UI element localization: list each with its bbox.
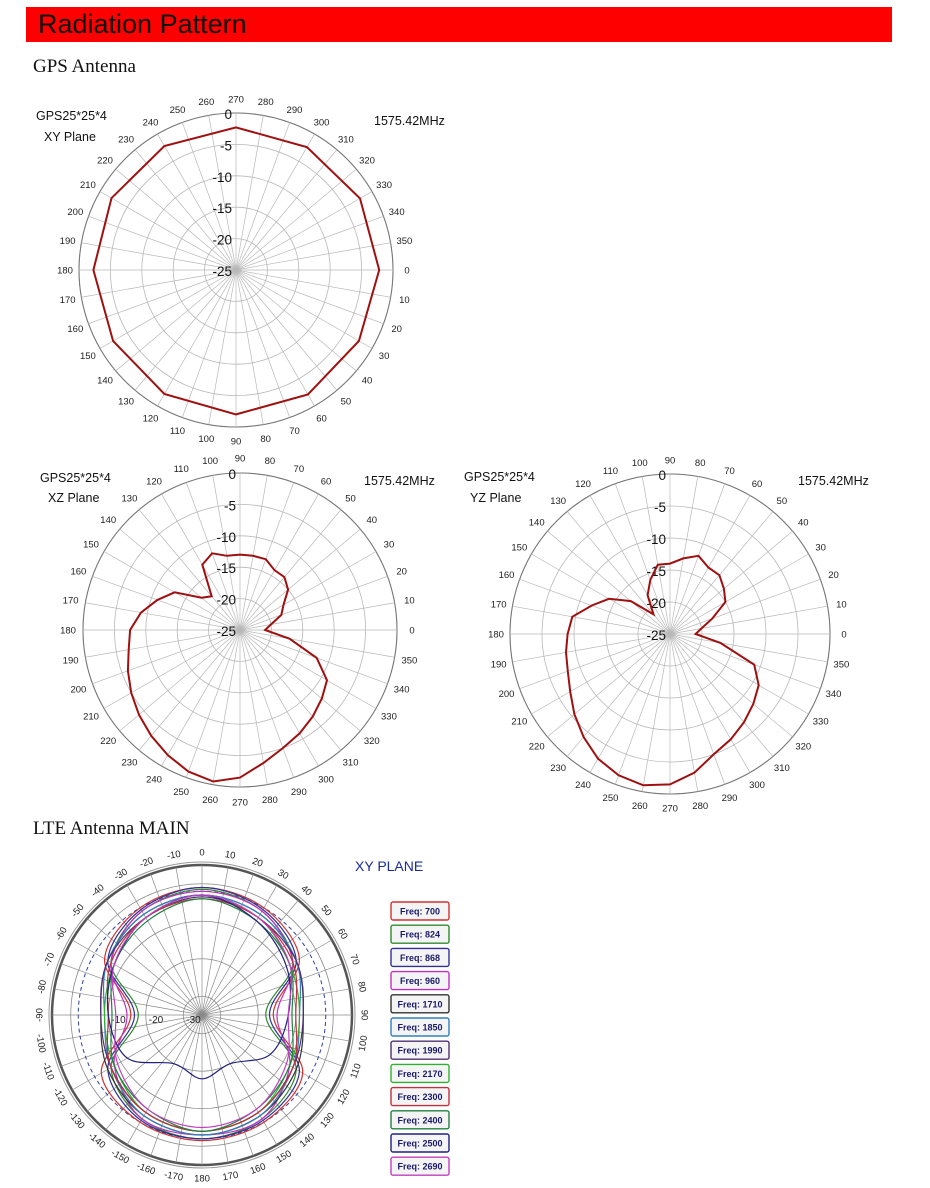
radial-tick-label: -20 (646, 596, 666, 611)
legend-item-label: Freq: 700 (399, 906, 441, 917)
angle-tick-label: 170 (490, 599, 507, 611)
angle-tick-label: 110 (348, 1062, 364, 1081)
chart-frequency-label: 1575.42MHz (364, 474, 435, 488)
angle-tick-label: 170 (59, 295, 76, 307)
angle-tick-label: 0 (404, 265, 410, 277)
angle-tick-label: 40 (366, 514, 378, 526)
angle-tick-label: -130 (66, 1109, 87, 1132)
angle-tick-label: 230 (118, 134, 135, 146)
radial-tick-label: -15 (216, 561, 236, 577)
angle-tick-label: 40 (798, 517, 809, 529)
chart-frequency-label: 1575.42MHz (798, 474, 869, 488)
angle-tick-label: 150 (79, 351, 96, 362)
angle-tick-label: 70 (724, 465, 735, 477)
radial-tick-label: -15 (646, 564, 666, 579)
lte-chart-title: XY PLANE (355, 858, 424, 874)
angle-tick-label: 140 (297, 1131, 318, 1150)
angle-tick-label: 260 (202, 794, 219, 806)
angle-tick-label: 120 (575, 478, 591, 490)
angle-tick-label: 220 (100, 736, 117, 748)
angle-tick-label: 20 (391, 323, 402, 335)
angle-tick-label: -10 (166, 848, 182, 863)
angle-tick-label: -50 (69, 902, 87, 920)
angle-tick-label: 260 (198, 97, 215, 109)
angle-tick-label: -30 (112, 866, 130, 883)
angle-tick-label: 0 (199, 847, 205, 859)
angle-tick-label: 190 (59, 235, 76, 247)
angle-tick-label: 80 (264, 456, 276, 468)
angle-tick-label: 140 (528, 517, 545, 529)
chart-plane-label: XY Plane (44, 130, 96, 144)
chart-title: GPS25*25*4 (40, 471, 111, 485)
angle-tick-label: 260 (631, 800, 648, 812)
angle-tick-label: 130 (118, 396, 135, 408)
angle-tick-label: 160 (67, 323, 84, 335)
chart-frequency-label: 1575.42MHz (374, 114, 445, 128)
angle-tick-label: 200 (67, 207, 84, 219)
angle-tick-label: 100 (202, 456, 219, 468)
angle-tick-label: 230 (121, 757, 138, 769)
angle-tick-label: 60 (334, 926, 350, 942)
angle-tick-label: 120 (142, 413, 159, 425)
legend-item-label: Freq: 1710 (397, 999, 443, 1010)
angle-tick-label: 80 (355, 980, 368, 994)
angle-tick-label: 150 (83, 539, 99, 551)
radial-tick-label: -5 (653, 500, 666, 515)
legend-item-label: Freq: 2400 (397, 1115, 443, 1126)
legend-item-label: Freq: 1850 (397, 1022, 443, 1033)
angle-tick-label: 220 (528, 741, 545, 753)
angle-tick-label: 120 (335, 1087, 353, 1107)
angle-tick-label: 40 (361, 375, 373, 387)
angle-tick-label: -20 (138, 855, 155, 871)
angle-tick-label: 320 (795, 741, 812, 753)
angle-tick-label: -150 (109, 1147, 132, 1167)
angle-tick-label: -160 (135, 1160, 157, 1178)
angle-tick-label: 250 (169, 104, 186, 116)
angle-tick-label: 20 (828, 569, 839, 581)
angle-tick-label: -120 (50, 1086, 70, 1109)
angle-tick-label: 280 (261, 794, 278, 806)
radial-tick-label: -5 (223, 498, 236, 514)
angle-tick-label: 190 (62, 655, 79, 667)
legend-item-label: Freq: 960 (399, 976, 441, 987)
radial-tick-label: -20 (148, 1015, 164, 1026)
angle-tick-label: -140 (85, 1130, 108, 1151)
radial-tick-label: 0 (224, 107, 232, 122)
angle-tick-label: 90 (358, 1009, 370, 1021)
angle-tick-label: 180 (60, 625, 76, 637)
angle-tick-label: 160 (498, 569, 515, 581)
angle-tick-label: 110 (173, 463, 189, 475)
legend-item-label: Freq: 2300 (397, 1092, 443, 1103)
angle-tick-label: 130 (318, 1110, 337, 1131)
angle-tick-label: 310 (773, 762, 790, 774)
angle-tick-label: 150 (511, 542, 528, 554)
chart-plane-label: XZ Plane (48, 491, 100, 505)
angle-tick-label: 20 (396, 566, 407, 578)
angle-tick-label: 110 (169, 426, 186, 438)
angle-tick-label: 240 (575, 780, 591, 792)
radial-tick-label: -30 (186, 1015, 201, 1026)
angle-tick-label: 180 (488, 629, 504, 641)
angle-tick-label: -170 (163, 1169, 184, 1184)
angle-tick-label: 160 (70, 566, 87, 578)
angle-tick-label: -40 (89, 882, 107, 900)
angle-tick-label: 340 (825, 689, 842, 701)
angle-tick-label: 70 (293, 463, 305, 475)
angle-tick-label: 270 (228, 94, 244, 106)
angle-tick-label: 300 (749, 780, 765, 792)
angle-tick-label: 290 (721, 793, 738, 805)
radial-tick-label: -10 (646, 532, 666, 547)
angle-tick-label: -60 (53, 925, 70, 943)
angle-tick-label: 100 (356, 1034, 371, 1053)
angle-tick-label: 90 (234, 453, 246, 465)
angle-tick-label: 50 (345, 493, 356, 505)
angle-tick-label: 90 (664, 455, 676, 467)
angle-tick-label: 320 (359, 155, 375, 167)
radial-tick-label: -25 (216, 624, 236, 639)
angle-tick-label: 60 (751, 478, 763, 490)
angle-tick-label: 100 (198, 433, 215, 445)
angle-tick-label: 50 (776, 496, 788, 508)
radial-tick-label: 0 (658, 468, 666, 483)
angle-tick-label: 140 (97, 375, 113, 387)
chart-title: GPS25*25*4 (36, 109, 107, 123)
angle-tick-label: 330 (812, 716, 829, 728)
angle-tick-label: 90 (230, 436, 242, 448)
angle-tick-label: 330 (381, 711, 397, 723)
angle-tick-label: 130 (121, 493, 138, 505)
angle-tick-label: 60 (316, 413, 327, 425)
angle-tick-label: 200 (498, 689, 515, 701)
radial-tick-label: -10 (216, 529, 236, 545)
radial-tick-label: 0 (228, 467, 236, 482)
angle-tick-label: 10 (223, 849, 237, 862)
angle-tick-label: 0 (841, 629, 847, 641)
angle-tick-label: 230 (550, 762, 567, 774)
angle-tick-label: 250 (602, 793, 619, 805)
angle-tick-label: 250 (173, 787, 190, 799)
angle-tick-label: 50 (318, 903, 334, 919)
radial-tick-label: -5 (219, 138, 232, 154)
angle-tick-label: 150 (274, 1148, 294, 1166)
angle-tick-label: 140 (100, 514, 117, 526)
angle-tick-label: 270 (232, 797, 248, 809)
angle-tick-label: 0 (409, 625, 415, 637)
angle-tick-label: 310 (337, 134, 354, 146)
angle-tick-label: 40 (298, 883, 314, 899)
angle-tick-label: 220 (97, 155, 113, 167)
angle-tick-label: 340 (393, 684, 410, 696)
page-title: Radiation Pattern (38, 9, 247, 39)
angle-tick-label: -100 (33, 1033, 48, 1054)
angle-tick-label: 50 (340, 396, 352, 408)
angle-tick-label: 280 (692, 800, 709, 812)
angle-tick-label: 290 (286, 104, 303, 116)
angle-tick-label: 60 (320, 476, 332, 488)
gps-section-title: GPS Antenna (33, 56, 136, 77)
chart-plane-label: YZ Plane (470, 491, 522, 505)
radial-tick-label: -25 (212, 264, 232, 279)
angle-tick-label: 30 (275, 867, 291, 883)
angle-tick-label: 10 (404, 595, 415, 607)
angle-tick-label: 180 (57, 265, 73, 277)
angle-tick-label: 210 (511, 716, 528, 728)
angle-tick-label: 20 (250, 855, 265, 870)
angle-tick-label: 70 (347, 952, 362, 967)
legend-item-label: Freq: 1990 (397, 1045, 443, 1056)
radial-tick-label: -25 (646, 628, 666, 643)
radial-tick-label: -10 (111, 1015, 126, 1026)
radial-tick-label: -20 (216, 592, 236, 608)
angle-tick-label: 30 (815, 542, 826, 554)
angle-tick-label: -70 (42, 951, 58, 968)
lte-trace-10 (107, 895, 290, 1079)
angle-tick-label: 110 (602, 465, 619, 477)
angle-tick-label: 120 (146, 476, 162, 488)
legend-item-label: Freq: 2690 (397, 1161, 443, 1172)
angle-tick-label: 10 (399, 295, 410, 307)
angle-tick-label: -110 (39, 1060, 57, 1082)
angle-tick-label: 30 (378, 351, 390, 362)
angle-tick-label: 280 (257, 97, 274, 109)
angle-tick-label: 240 (146, 774, 162, 786)
angle-tick-label: 130 (550, 496, 567, 508)
angle-tick-label: 80 (260, 433, 271, 445)
angle-tick-label: 310 (342, 757, 359, 769)
angle-tick-label: 170 (62, 595, 79, 607)
radial-tick-label: -20 (212, 232, 232, 248)
angle-tick-label: 330 (376, 180, 393, 191)
angle-tick-label: 350 (401, 655, 418, 667)
legend-item-label: Freq: 868 (399, 952, 441, 963)
lte-section-title: LTE Antenna MAIN (33, 818, 190, 839)
legend-item-label: Freq: 2170 (397, 1068, 443, 1079)
angle-tick-label: 190 (490, 659, 507, 671)
angle-tick-label: 340 (388, 207, 405, 219)
angle-tick-label: 160 (248, 1161, 268, 1177)
chart-title: GPS25*25*4 (464, 470, 535, 484)
pattern-trace-xz (128, 553, 327, 781)
angle-tick-label: 270 (662, 803, 678, 815)
angle-tick-label: -90 (34, 1008, 46, 1022)
angle-tick-label: 180 (194, 1173, 210, 1185)
angle-tick-label: 350 (396, 235, 413, 247)
legend-item-label: Freq: 824 (399, 929, 441, 940)
angle-tick-label: 70 (289, 426, 300, 438)
angle-tick-label: 300 (318, 774, 334, 786)
angle-tick-label: 100 (631, 458, 648, 470)
radial-tick-label: -15 (212, 201, 232, 217)
angle-tick-label: -80 (35, 979, 50, 995)
angle-tick-label: 240 (142, 117, 159, 129)
legend-item-label: Freq: 2500 (397, 1138, 443, 1149)
angle-tick-label: 210 (79, 180, 96, 191)
angle-tick-label: 170 (221, 1169, 240, 1184)
angle-tick-label: 210 (83, 711, 99, 723)
angle-tick-label: 290 (290, 787, 307, 799)
angle-tick-label: 320 (363, 736, 380, 748)
angle-tick-label: 30 (383, 539, 395, 551)
angle-tick-label: 200 (70, 684, 87, 696)
angle-tick-label: 80 (694, 458, 706, 470)
angle-tick-label: 300 (313, 117, 330, 129)
radial-tick-label: -10 (212, 169, 232, 185)
angle-tick-label: 10 (836, 599, 847, 611)
angle-tick-label: 350 (833, 659, 850, 671)
